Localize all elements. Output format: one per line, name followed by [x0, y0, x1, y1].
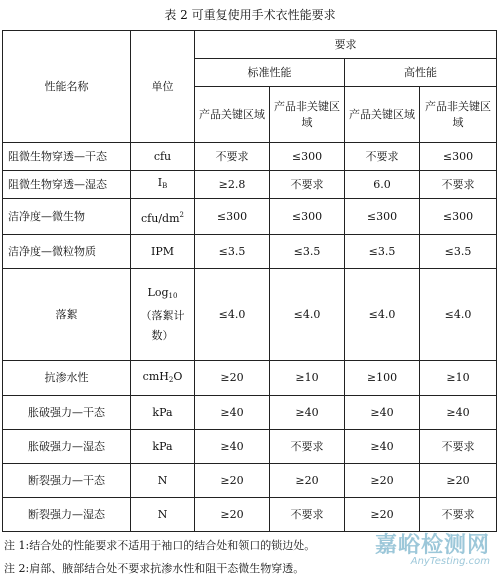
table-row — [3, 361, 497, 396]
header-requirement: 要求 — [195, 31, 497, 59]
std-nonkey-cell: ≤300 — [270, 143, 345, 171]
unit-cell: N — [131, 464, 195, 498]
high-key-cell: ≥20 — [345, 498, 420, 532]
high-key-cell: ≤3.5 — [345, 235, 420, 269]
unit-cell: N — [131, 498, 195, 532]
std-key-cell: ≤4.0 — [195, 269, 270, 361]
unit-text: cmH — [142, 369, 169, 383]
std-nonkey-cell: ≤3.5 — [270, 235, 345, 269]
high-key-cell: ≥40 — [345, 396, 420, 430]
unit-subscript: 2 — [168, 375, 174, 384]
unit-cell — [131, 171, 195, 199]
note-2: 注 2:肩部、腋部结合处不要求抗渗水性和阻干态微生物穿透。 — [4, 562, 305, 575]
requirements-table — [2, 30, 497, 532]
std-key-cell: ≥20 — [195, 498, 270, 532]
table-row — [3, 171, 497, 199]
header-std-key: 产品关键区域 — [195, 87, 270, 143]
std-key-cell: ≥2.8 — [195, 171, 270, 199]
watermark-cn: 嘉峪检测网 — [374, 533, 490, 558]
header-unit: 单位 — [131, 31, 195, 143]
unit-cell: cfu — [131, 143, 195, 171]
table-row — [3, 269, 497, 361]
high-nonkey-cell: ≤3.5 — [420, 235, 497, 269]
std-key-cell: ≤300 — [195, 199, 270, 235]
unit-cell — [131, 199, 195, 235]
site-watermark — [375, 528, 490, 567]
std-key-cell: ≤3.5 — [195, 235, 270, 269]
table-row — [3, 464, 497, 498]
header-high-nonkey: 产品非关键区域 — [420, 87, 497, 143]
high-nonkey-cell: 不要求 — [420, 430, 497, 464]
property-name: 抗渗水性 — [3, 361, 131, 396]
unit-note: （落絮计数） — [140, 309, 185, 342]
high-nonkey-cell: 不要求 — [420, 171, 497, 199]
unit-superscript: 2 — [179, 210, 184, 219]
high-nonkey-cell: ≤300 — [420, 143, 497, 171]
property-name: 胀破强力—湿态 — [3, 430, 131, 464]
high-nonkey-cell: ≥10 — [420, 361, 497, 396]
property-name: 阻微生物穿透—干态 — [3, 143, 131, 171]
property-name: 阻微生物穿透—湿态 — [3, 171, 131, 199]
note-1: 注 1:结合处的性能要求不适用于袖口的结合处和领口的锁边处。 — [4, 539, 316, 552]
header-std-nonkey: 产品非关键区域 — [270, 87, 345, 143]
high-nonkey-cell: ≤4.0 — [420, 269, 497, 361]
table-row — [3, 199, 497, 235]
unit-subscript: B — [162, 182, 168, 190]
unit-cell: kPa — [131, 430, 195, 464]
std-nonkey-cell: ≥20 — [270, 464, 345, 498]
std-key-cell: ≥20 — [195, 464, 270, 498]
high-key-cell: ≤300 — [345, 199, 420, 235]
std-nonkey-cell: ≥10 — [270, 361, 345, 396]
high-nonkey-cell: ≥40 — [420, 396, 497, 430]
high-nonkey-cell: 不要求 — [420, 498, 497, 532]
unit-cell: IPM — [131, 235, 195, 269]
unit-text: I — [157, 176, 163, 189]
header-name: 性能名称 — [3, 31, 131, 143]
header-high: 高性能 — [345, 59, 497, 87]
property-name: 洁净度—微粒物质 — [3, 235, 131, 269]
unit-cell — [131, 269, 195, 361]
std-nonkey-cell: 不要求 — [270, 171, 345, 199]
table-row — [3, 430, 497, 464]
table-row — [3, 235, 497, 269]
header-standard: 标准性能 — [195, 59, 345, 87]
std-key-cell: ≥40 — [195, 430, 270, 464]
header-high-key: 产品关键区域 — [345, 87, 420, 143]
std-nonkey-cell: 不要求 — [270, 498, 345, 532]
unit-cell: kPa — [131, 396, 195, 430]
property-name: 胀破强力—干态 — [3, 396, 131, 430]
property-name: 落絮 — [3, 269, 131, 361]
high-key-cell: ≥20 — [345, 464, 420, 498]
high-key-cell: 6.0 — [345, 171, 420, 199]
std-nonkey-cell: ≤300 — [270, 199, 345, 235]
std-nonkey-cell: ≤4.0 — [270, 269, 345, 361]
property-name: 断裂强力—干态 — [3, 464, 131, 498]
std-nonkey-cell: ≥40 — [270, 396, 345, 430]
watermark-en: AnyTesting.com — [410, 556, 490, 567]
high-key-cell: 不要求 — [345, 143, 420, 171]
high-nonkey-cell: ≤300 — [420, 199, 497, 235]
unit-text: Log — [147, 286, 169, 299]
unit-subscript: 10 — [168, 292, 178, 300]
property-name: 洁净度—微生物 — [3, 199, 131, 235]
high-key-cell: ≥40 — [345, 430, 420, 464]
table-row — [3, 143, 497, 171]
std-nonkey-cell: 不要求 — [270, 430, 345, 464]
std-key-cell: 不要求 — [195, 143, 270, 171]
unit-text: cfu/dm — [141, 211, 180, 225]
table-row — [3, 396, 497, 430]
std-key-cell: ≥40 — [195, 396, 270, 430]
unit-cell — [131, 361, 195, 396]
std-key-cell: ≥20 — [195, 361, 270, 396]
property-name: 断裂强力—湿态 — [3, 498, 131, 532]
high-key-cell: ≤4.0 — [345, 269, 420, 361]
high-key-cell: ≥100 — [345, 361, 420, 396]
unit-tail: O — [173, 369, 183, 383]
high-nonkey-cell: ≥20 — [420, 464, 497, 498]
table-caption: 表 2 可重复使用手术衣性能要求 — [164, 8, 336, 22]
table-row — [3, 498, 497, 532]
